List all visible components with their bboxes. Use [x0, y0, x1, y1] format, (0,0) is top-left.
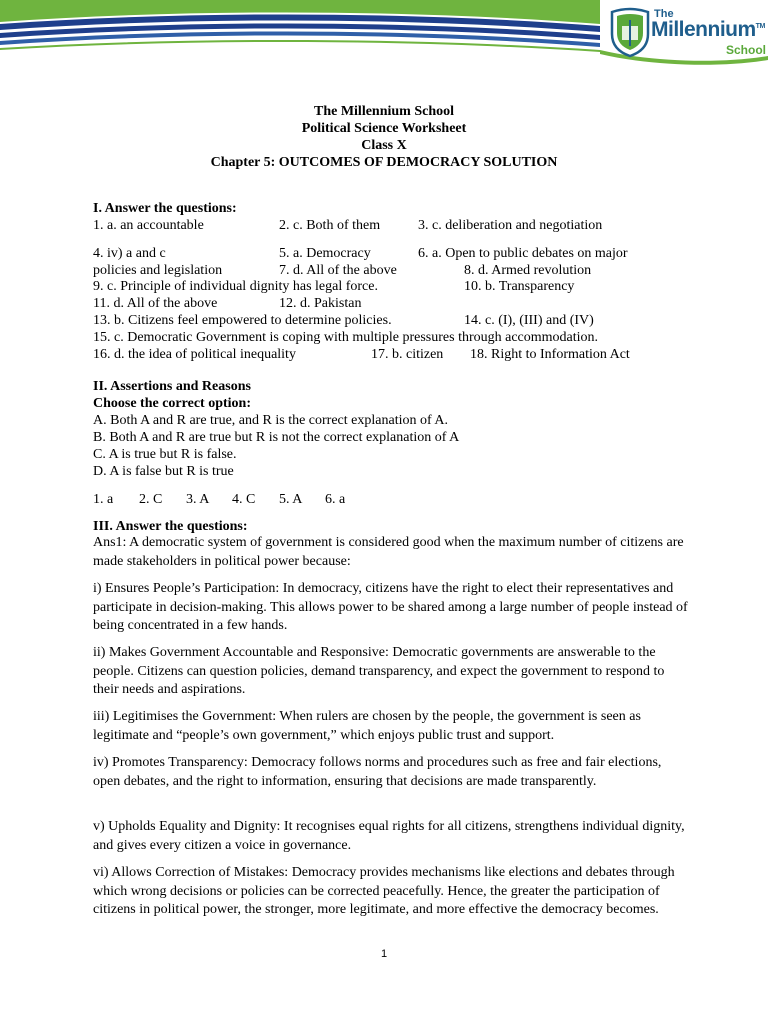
section-2-heading: II. Assertions and Reasons — [93, 379, 251, 394]
answer-paragraph: Ans1: A democratic system of government is considered good when the maximum number of citizens are made stakeholders in political power because: — [93, 535, 684, 569]
logo-name-text: Millennium™ — [651, 18, 765, 41]
answer-paragraph: ii) Makes Government Accountable and Responsive: Democratic governments are answerable to the people. Citizens can question policies, demand transparency, and expect the government to respond to their needs and aspirations. — [93, 645, 665, 697]
document-title — [0, 103, 768, 171]
answer-paragraph: vi) Allows Correction of Mistakes: Democracy provides mechanisms like elections and debates through which wrong decisions or policies can be corrected peacefully. Hence, the greater the participation of citizens in political power, the stronger, more legitimate, and more effective the democracy becomes. — [93, 865, 675, 917]
answer-paragraph: v) Upholds Equality and Dignity: It recognises equal rights for all citizens, strengthens individual dignity, and gives every citizen a voice in governance. — [93, 819, 685, 853]
option-line: B. Both A and R are true but R is not the correct explanation of A — [93, 430, 460, 445]
option-line: D. A is false but R is true — [93, 464, 234, 479]
logo-the-text: The — [654, 8, 674, 20]
page-number: 1 — [380, 948, 388, 960]
school-logo — [608, 6, 768, 62]
shield-logo-icon — [608, 6, 652, 58]
option-line: C. A is true but R is false. — [93, 447, 237, 462]
section-2-subheading: Choose the correct option: — [93, 396, 251, 411]
logo-school-text: School — [726, 43, 767, 57]
answer-paragraph: i) Ensures People’s Participation: In democracy, citizens have the right to elect their representatives and participate in decision-making. This allows power to be shared among a large number of people instead of being concentrated in a few hands. — [93, 581, 688, 633]
chapter-title: Chapter 5: OUTCOMES OF DEMOCRACY SOLUTION — [210, 155, 558, 170]
school-name: The Millennium School — [313, 104, 455, 119]
section-3-heading: III. Answer the questions: — [93, 519, 248, 534]
section-1-heading: I. Answer the questions: — [93, 201, 237, 216]
option-line: A. Both A and R are true, and R is the correct explanation of A. — [93, 413, 448, 428]
answer-paragraph: iii) Legitimises the Government: When rulers are chosen by the people, the government is seen as legitimate and “people’s own government,” which enjoys public trust and support. — [93, 709, 641, 743]
class-name: Class X — [361, 138, 407, 153]
worksheet-subject: Political Science Worksheet — [301, 121, 467, 136]
answer-paragraph: iv) Promotes Transparency: Democracy follows norms and procedures such as free and fair elections, open debates, and the right to information, ensuring that decisions are made transparently. — [93, 755, 662, 789]
